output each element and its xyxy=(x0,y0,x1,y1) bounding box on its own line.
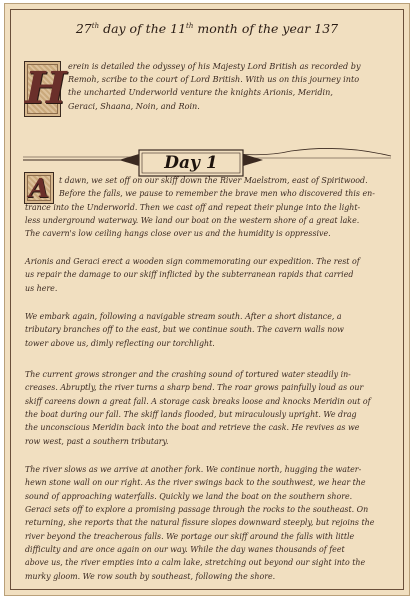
journal-page xyxy=(4,3,410,596)
intro-line: Geraci, Shaana, Noin, and Roin. xyxy=(68,100,200,111)
intro-line: erein is detailed the odyssey of his Majesty Lord British as recorded by xyxy=(68,61,361,71)
paragraph-line: hewn stone wall on our right. As the river swings back to the southwest, we hear the xyxy=(25,478,366,488)
intro-line: Remoh, scribe to the court of Lord British. With us on this journey into xyxy=(68,74,360,85)
paragraph-line: above us, the river empties into a calm lake, stretching out beyond our sight into the xyxy=(25,558,366,568)
paragraph-sign xyxy=(25,255,405,295)
paragraph-departure xyxy=(25,174,405,241)
paragraph-line: The river slows as we arrive at another fork. We continue north, hugging the water- xyxy=(25,465,362,474)
paragraph-line: murky gloom. We row south by southeast, following the shore. xyxy=(25,571,276,581)
page-title xyxy=(5,21,409,36)
paragraph-line: Before the falls, we pause to remember the brave men who discovered this en- xyxy=(59,189,375,199)
title-sup-month: th xyxy=(186,21,194,30)
paragraph-line: tower above us, dimly reflecting our torchlight. xyxy=(25,338,215,348)
paragraph-falls xyxy=(25,368,405,448)
intro-paragraph xyxy=(68,60,403,113)
paragraph-fork xyxy=(25,463,405,583)
dropcap-letter: A xyxy=(28,174,50,204)
paragraph-line: river beyond the treacherous falls. We portage our skiff around the falls with little xyxy=(25,531,355,541)
paragraph-line: difficulty and are once again on our way. While the day wanes thousands of feet xyxy=(25,545,345,555)
paragraph-line: Geraci sets off to explore a promising passage through the rocks to the southeast. On xyxy=(25,505,369,515)
paragraph-line: the boat during our fall. The skiff lands flooded, but miraculously upright. We drag xyxy=(25,410,357,420)
paragraph-line: tributary branches off to the east, but we continue south. The cavern walls now xyxy=(25,325,344,335)
paragraph-line: The current grows stronger and the crashing sound of tortured water steadily in- xyxy=(25,370,351,379)
title-sup-day: th xyxy=(91,21,100,30)
day-heading: Day 1 xyxy=(164,153,218,173)
title-part-year: month of the year 137 xyxy=(193,21,339,36)
title-part-day: 27 xyxy=(75,21,92,36)
paragraph-line: row west, past a southern tributary. xyxy=(25,436,169,446)
paragraph-line: Arionis and Geraci erect a wooden sign commemorating our expedition. The rest of xyxy=(25,257,360,266)
paragraph-line: creases. Abruptly, the river turns a sharp bend. The roar grows painfully loud as our xyxy=(25,383,364,393)
intro-dropcap xyxy=(24,61,67,117)
dropcap-letter: H xyxy=(25,63,67,114)
paragraph-line: the unconscious Meridin back into the boat and retrieve the cask. He revives as we xyxy=(25,423,360,433)
paragraph-line: We embark again, following a navigable stream south. After a short distance, a xyxy=(25,312,342,321)
paragraph-line: sound of approaching waterfalls. Quickly we land the boat on the southern shore. xyxy=(25,491,353,501)
paragraph-line: us repair the damage to our skiff inflicted by the subterranean rapids that carried xyxy=(25,270,354,280)
intro-line: the uncharted Underworld venture the knights Arionis, Meridin, xyxy=(68,87,333,98)
title-part-month: day of the 11 xyxy=(99,21,187,36)
paragraph-line: us here. xyxy=(25,283,58,293)
paragraph-line: t dawn, we set off on our skiff down the River Maelstrom, east of Spiritwood. xyxy=(59,176,368,185)
paragraph-line: trance into the Underworld. Then we cast off and repeat their plunge into the light- xyxy=(25,202,361,212)
paragraph-line: returning, she reports that the natural fissure slopes downward steeply, but rejoins the xyxy=(25,518,375,528)
paragraph-line: The cavern's low ceiling hangs close over us and the humidity is oppressive. xyxy=(25,229,331,239)
paragraph-embark xyxy=(25,310,405,350)
paragraph-line: skiff careens down a great fall. A storage cask breaks loose and knocks Meridin out of xyxy=(25,396,371,406)
paragraph-line: less underground waterway. We land our boat on the western shore of a great lake. xyxy=(25,216,360,226)
